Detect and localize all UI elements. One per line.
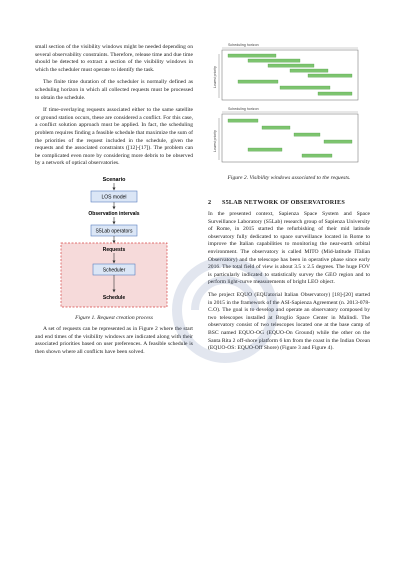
bottom-panel-ylabel: Lowest priority: [213, 130, 217, 152]
paragraph-conflicts: If time-overlaying requests associated either to the same satellite or ground station occurs, these are considered a conflict. For this case, a conflict solution approach must be applied. In fact, the scheduling problem requires finding a feasible schedule that maximize the sum of the priorities of the request included in the schedule, given the requests and the associated constraints ([12]-[17]). The problem can be complicated even more by considering more debris to be observed by a network of optical observatories.: [35, 107, 193, 167]
node-scenario: Scenario: [102, 176, 126, 183]
section-2-heading: [208, 199, 370, 206]
node-scheduler: Scheduler: [102, 267, 126, 274]
paragraph-equo-project: The project EQUO (EQUatorial Italian Observatory) [18]-[20] started in 2015 in the framework of the ASI-Sapienza Agreement (n. 2013-078-C.O). The goal is to develop and operate an observatory composed by two telescopes installed at Broglio Space Center in Malindi. The observatory consist of two telescopes located one at the base camp of BSC named EQUO-OG (EQUO-On Ground) while the other on the Santa Rita 2 off-shore platform 6 km from the coast in the Indian Ocean (EQUO-OS: EQUO-Off Shore) (Figure 3 and Figure 4).: [208, 291, 370, 352]
schedule-bar: [294, 133, 320, 136]
top-panel-title: Scheduling horizon: [228, 43, 259, 47]
visibility-windows-chart: [208, 40, 370, 166]
bottom-panel-title: Scheduling horizon: [228, 107, 259, 111]
request-bar: [268, 64, 314, 67]
left-column: [35, 44, 193, 361]
schedule-bar: [302, 154, 332, 157]
paragraph-visibility-windows: small section of the visibility windows might be needed depending on several observability constraints. Therefore, release time and due time should be detected to extract a section of the visibility windows in which the scheduler must operate to identify the task.: [35, 44, 193, 73]
schedule-bar: [324, 140, 352, 143]
request-bar: [228, 54, 276, 57]
request-creation-diagram: [35, 173, 193, 308]
request-bar: [290, 69, 328, 72]
node-requests: Requests: [102, 246, 126, 253]
figure-1: [35, 173, 193, 321]
right-column: [208, 40, 370, 358]
schedule-bar: [262, 126, 290, 129]
request-bar: [280, 86, 330, 89]
paragraph-scheduling-horizon: The finite time duration of the scheduler is normally defined as scheduling horizon in which all collected requests must be processed to obtain the schedule.: [35, 79, 193, 101]
request-bar: [308, 74, 352, 77]
node-los-model: LOS model: [101, 194, 127, 201]
figure-2-caption: Figure 2. Visibility windows associated to the requests.: [227, 175, 351, 181]
schedule-bar: [228, 119, 258, 122]
figure-1-caption: Figure 1. Request creation process: [75, 314, 153, 321]
schedule-bar: [248, 148, 282, 151]
figure-2: [208, 40, 370, 181]
node-schedule: Schedule: [102, 294, 126, 301]
request-bar: [318, 92, 352, 95]
section-title: S5LAB NETWORK OF OBSERVATORIES: [222, 199, 345, 206]
node-s5lab-operators: S5Lab operators: [95, 228, 133, 235]
paragraph-figure-2-reference: A set of requests can be represented as in Figure 2 where the start and end times of the visibility windows are indicated along with their associated priorities based on user preferences. A feasible schedule is then shown where all conflicts have been solved.: [35, 325, 193, 355]
top-panel-ylabel: Lowest priority: [213, 66, 217, 88]
section-number: 2: [208, 199, 212, 206]
paragraph-mito-observatory: In the presented context, Sapienza Space System and Space Surveillance Laboratory (S5Lab) research group of Sapienza University of Rome, in 2015 started the refurbishing of their mid latitude observatory fully dedicated to space surveillance located in Rome to improve the Italian capabilities to monitoring the near-earth orbital environment. The observatory is called MITO (Mid-latitude ITalian Observatory) and the telescope has been in operative phase since early 2016. The total field of view is about 3.5 x 2.5 degrees. The huge FOV is particularly indicated to statistically survey the GEO region and to perform light-curve measurements of bright LEO object.: [208, 211, 370, 286]
request-bar: [248, 59, 300, 62]
node-observation-intervals: Observation intervals: [88, 210, 140, 217]
request-bar: [238, 80, 278, 83]
